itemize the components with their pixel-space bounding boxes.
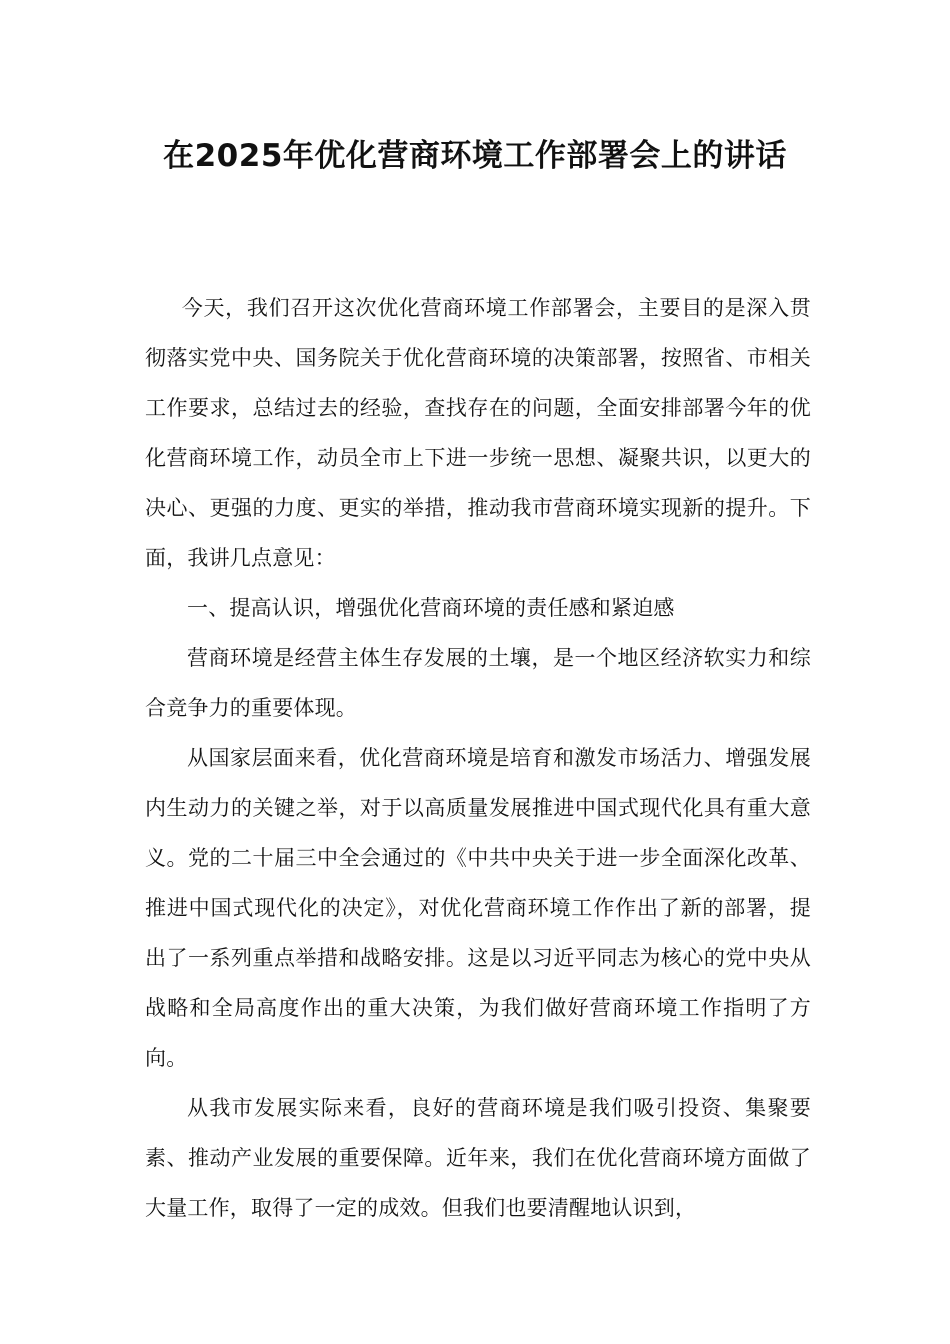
- paragraph: 从国家层面来看，优化营商环境是培育和激发市场活力、增强发展内生动力的关键之举，对于以高质量发展推进中国式现代化具有重大意义。党的二十届三中全会通过的《中共中央关于进一步全面深化改革、推进中国式现代化的决定》，对优化营商环境工作作出了新的部署，提出了一系列重点举措和战略安排。这是以习近平同志为核心的党中央从战略和全局高度作出的重大决策，为我们做好营商环境工作指明了方向。: [145, 746, 811, 1070]
- document-body: [145, 283, 811, 1233]
- paragraph: 营商环境是经营主体生存发展的土壤，是一个地区经济软实力和综合竞争力的重要体现。: [145, 646, 811, 720]
- paragraph: 从我市发展实际来看，良好的营商环境是我们吸引投资、集聚要素、推动产业发展的重要保障。近年来，我们在优化营商环境方面做了大量工作，取得了一定的成效。但我们也要清醒地认识到，: [145, 1096, 811, 1220]
- paragraph-intro: 今天，我们召开这次优化营商环境工作部署会，主要目的是深入贯彻落实党中央、国务院关于优化营商环境的决策部署，按照省、市相关工作要求，总结过去的经验，查找存在的问题，全面安排部署今年的优化营商环境工作，动员全市上下进一步统一思想、凝聚共识，以更大的决心、更强的力度、更实的举措，推动我市营商环境实现新的提升。下面，我讲几点意见：: [145, 296, 811, 570]
- section-heading-1: 一、提高认识，增强优化营商环境的责任感和紧迫感: [187, 596, 675, 620]
- page-title: 在2025年优化营商环境工作部署会上的讲话: [163, 138, 787, 174]
